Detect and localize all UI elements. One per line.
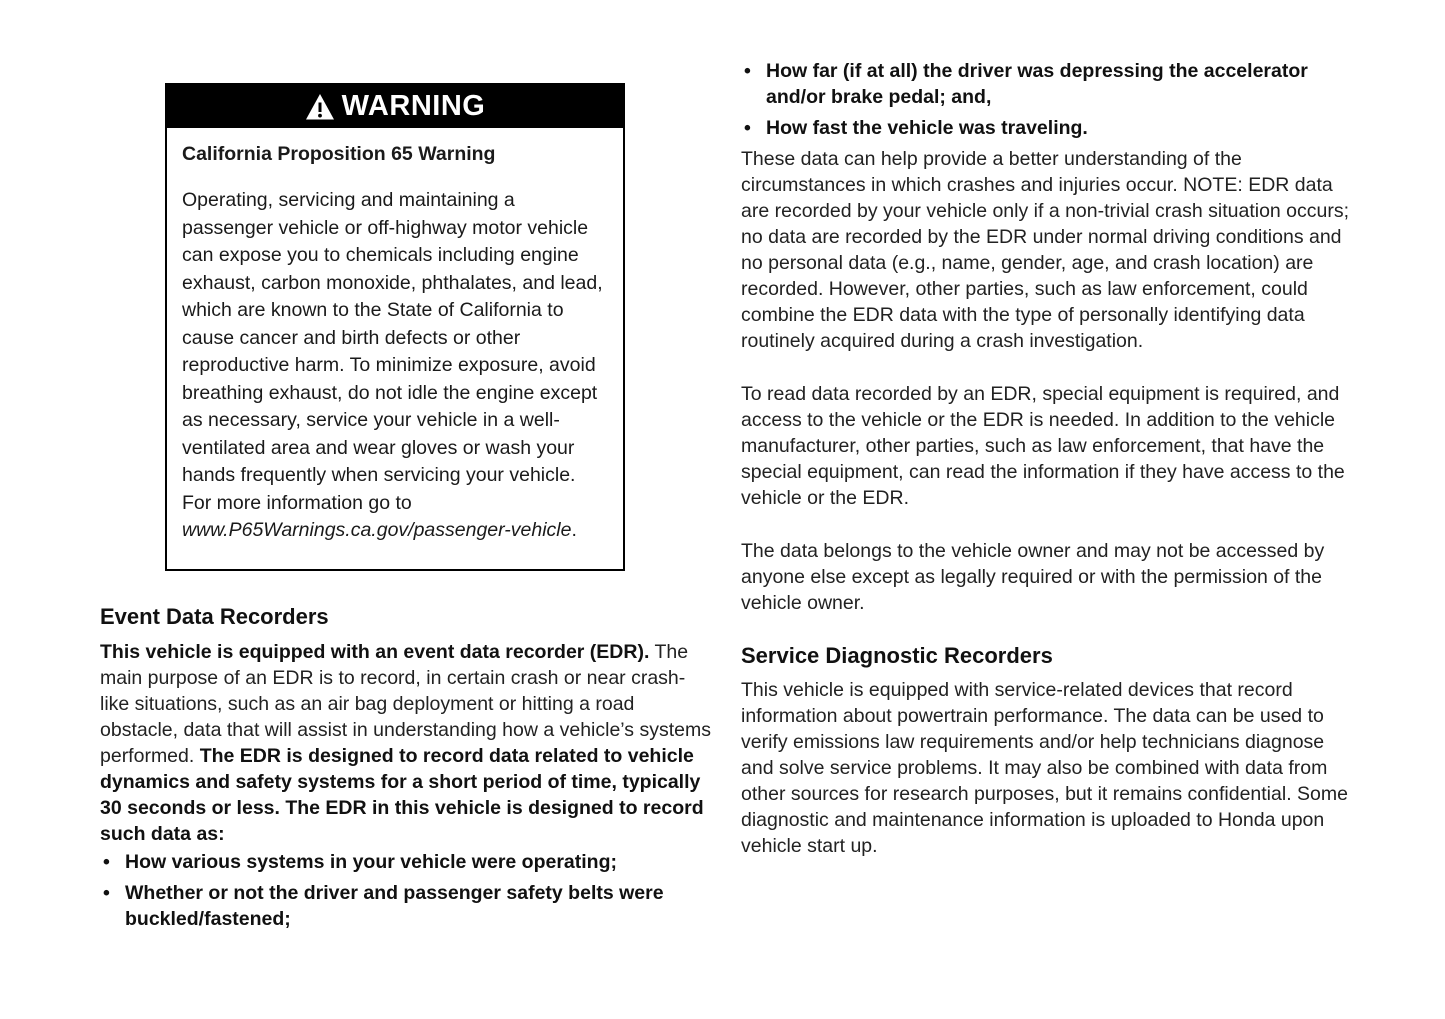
warning-title: California Proposition 65 Warning	[182, 143, 496, 165]
service-paragraph: This vehicle is equipped with service-related devices that record information about powertrain performance. The data can be used to verify emissions law requirements and/or help technicians diagnose and solve service problems. It may also be combined with data from other sources for research purposes, but it remains confidential. Some diagnostic and maintenance information is uploaded to Honda upon vehicle start up.	[741, 679, 1348, 857]
edr-intro-regular: The main purpose of an EDR is to record, in certain crash or near crash-like situations, such as an air bag deployment or hitting a road obstacle, data that will assist in understanding how a vehicle’s systems performed.	[100, 640, 711, 767]
edr-bullet-list-left	[100, 849, 712, 932]
warning-text	[182, 187, 608, 545]
prop65-url: www.P65Warnings.ca.gov/passenger-vehicle	[182, 519, 572, 541]
warning-header	[167, 85, 623, 128]
edr-intro-bold: This vehicle is equipped with an event data recorder (EDR).	[100, 640, 650, 663]
warning-text-period: .	[571, 519, 577, 541]
edr-bullet-list-right	[741, 58, 1353, 141]
warning-body	[167, 128, 623, 569]
bullet-text: How far (if at all) the driver was depressing the accelerator and/or brake pedal; and,	[766, 60, 1308, 108]
edr-paragraph-2: To read data recorded by an EDR, special equipment is required, and access to the vehicle or the EDR is needed. In addition to the vehicle manufacturer, other parties, such as law enforcement, that have the special equipment, can read the information if they have access to the vehicle or the EDR.	[741, 383, 1345, 509]
prop65-warning-box	[165, 83, 625, 571]
bullet-item	[741, 58, 1353, 110]
service-section-heading: Service Diagnostic Recorders	[741, 643, 1053, 668]
edr-paragraph-3: The data belongs to the vehicle owner and may not be accessed by anyone else except as legally required or with the permission of the vehicle owner.	[741, 540, 1325, 614]
bullet-text: How various systems in your vehicle were operating;	[125, 850, 617, 873]
edr-section-heading: Event Data Recorders	[100, 603, 329, 629]
right-column	[741, 58, 1353, 859]
bullet-item	[100, 880, 712, 932]
bullet-text: How fast the vehicle was traveling.	[766, 117, 1088, 139]
edr-intro-paragraph	[100, 639, 712, 847]
edr-paragraph-1: These data can help provide a better understanding of the circumstances in which crashes and injuries occur. NOTE: EDR data are recorded by your vehicle only if a non-trivial crash situation occurs; no data are recorded by the EDR under normal driving conditions and no personal data (e.g., name, gender, age, and crash location) are recorded. However, other parties, such as law enforcement, could combine the EDR data with the type of personally identifying data routinely acquired during a crash investigation.	[741, 148, 1350, 352]
edr-intro-bold2: The EDR is designed to record data related to vehicle dynamics and safety systems for a short period of time, typically 30 seconds or less. The EDR in this vehicle is designed to record such data as:	[100, 744, 704, 845]
bullet-item	[100, 849, 712, 875]
bullet-item	[741, 115, 1353, 141]
left-column	[100, 83, 712, 937]
warning-text-main: Operating, servicing and maintaining a passenger vehicle or off-highway motor vehicle can expose you to chemicals including engine exhaust, carbon monoxide, phthalates, and lead, which are known to the State of California to cause cancer and birth defects or other reproductive harm. To minimize exposure, avoid breathing exhaust, do not idle the engine except as necessary, service your vehicle in a well-ventilated area and wear gloves or wash your hands frequently when servicing your vehicle. For more information go to	[182, 189, 603, 514]
warning-triangle-icon	[305, 93, 335, 121]
warning-header-label: WARNING	[341, 90, 486, 122]
bullet-text: Whether or not the driver and passenger safety belts were buckled/fastened;	[125, 881, 664, 930]
